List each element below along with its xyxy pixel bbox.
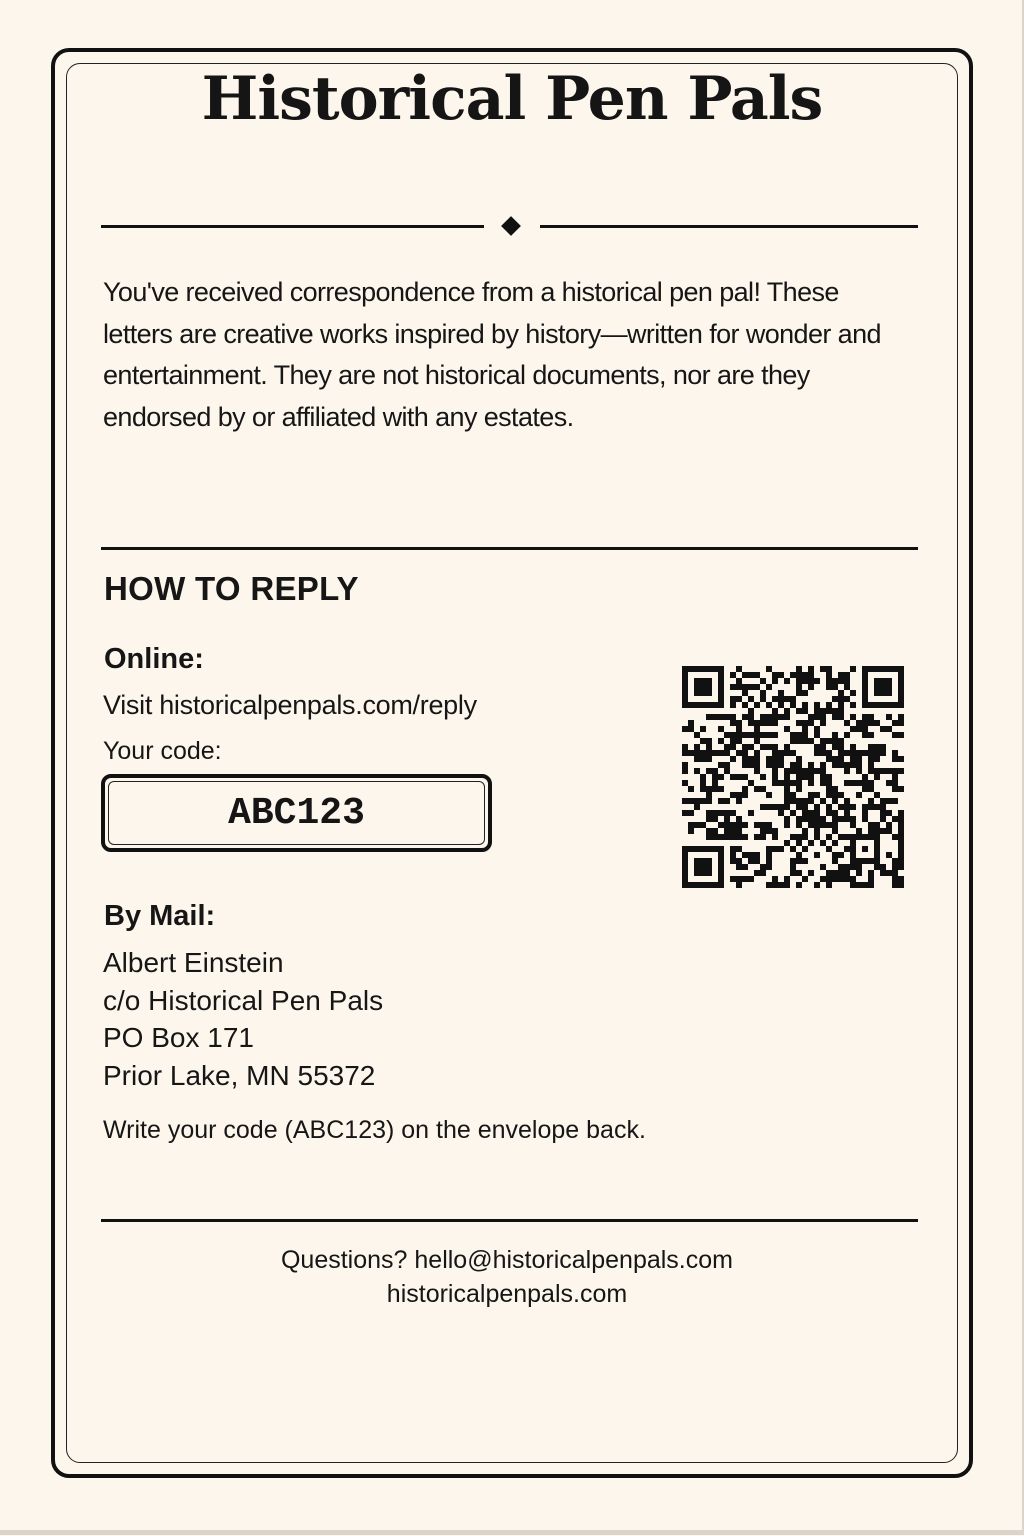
intro-disclaimer: You've received correspondence from a historical pen pal! These letters are creative works inspired by history—written for wonder and entertainment. They are not historical documents, nor are they endorsed by or affiliated with any estates. xyxy=(103,277,881,432)
footer-questions-email[interactable]: Questions? hello@historicalpenpals.com xyxy=(280,1246,733,1274)
ornament-divider-left xyxy=(101,225,484,228)
reply-code-value: ABC123 xyxy=(108,781,485,845)
page-title: Historical Pen Pals xyxy=(201,64,823,134)
how-to-reply-heading: HOW TO REPLY xyxy=(104,570,359,607)
mailing-address xyxy=(103,944,383,1094)
section-divider-top xyxy=(101,547,918,550)
address-line-city-state-zip: Prior Lake, MN 55372 xyxy=(103,1059,376,1091)
footer-website-link[interactable]: historicalpenpals.com xyxy=(386,1280,628,1308)
reply-code-box xyxy=(101,774,492,852)
online-instruction-link[interactable]: Visit historicalpenpals.com/reply xyxy=(103,690,477,720)
qr-code-icon[interactable] xyxy=(682,666,904,888)
online-label: Online: xyxy=(104,643,204,675)
section-divider-bottom xyxy=(101,1219,918,1222)
envelope-note: Write your code (ABC123) on the envelope back. xyxy=(103,1116,646,1144)
address-line-care-of: c/o Historical Pen Pals xyxy=(103,984,384,1016)
address-line-name: Albert Einstein xyxy=(103,947,284,978)
code-label: Your code: xyxy=(103,737,222,765)
mail-label: By Mail: xyxy=(104,900,216,932)
ornament-divider-right xyxy=(540,225,918,228)
address-line-po-box: PO Box 171 xyxy=(103,1022,254,1053)
